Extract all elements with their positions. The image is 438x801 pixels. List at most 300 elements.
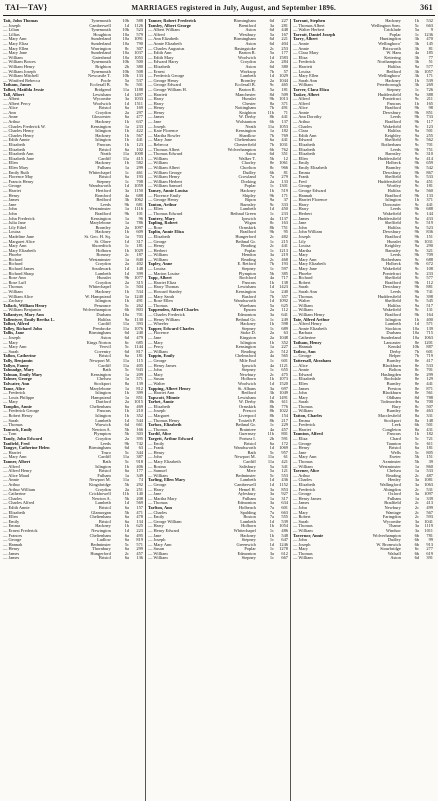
entry-page: 167 (281, 31, 288, 37)
entry-name: — Jane (148, 533, 162, 538)
entry-district: Ludlow (97, 538, 111, 543)
entry-volume: 9a (414, 399, 419, 405)
entry-name: — Emily Ruth (3, 170, 29, 175)
entry-district: Wells (390, 450, 401, 455)
entry-page: 703 (136, 233, 143, 239)
entry-name: — Charles (293, 478, 312, 483)
entry-volume: 5b (124, 495, 129, 501)
entry-district: Faringdon (382, 515, 401, 520)
entry-page: 1246 (279, 541, 288, 547)
entry-name: Tanfield, Fred (3, 441, 30, 446)
entry-volume: 2a (124, 486, 129, 492)
entry-district: Islington (385, 317, 401, 322)
entry-volume: 3a (269, 252, 274, 258)
entry-district: Haslingden (380, 372, 401, 377)
entry-volume: 1b (269, 187, 274, 193)
entry-page: 836 (426, 229, 433, 235)
entry-page: 553 (281, 472, 288, 478)
entry-page: 1520 (279, 380, 288, 386)
entry-page: 37 (283, 197, 288, 203)
entry-district: Fulham (97, 166, 111, 170)
entry-volume: 1c (124, 178, 129, 184)
entry-page: 733 (426, 114, 433, 120)
entry-name: — Mary Ann (293, 455, 317, 460)
entry-name: — Thomas (148, 501, 168, 506)
entry-district: Bethnal Gr. (235, 423, 256, 428)
entry-name: — Mary Ann (148, 542, 172, 547)
entry-name: Tanner, Albert (3, 460, 31, 464)
entry-page: 577 (426, 275, 433, 281)
entry-district: Bromley (240, 78, 256, 83)
entry-district: Hackney (95, 161, 111, 166)
entry-page: 495 (136, 532, 143, 538)
entry-page: 96 (138, 215, 143, 221)
entry-district: Macclesfield (378, 414, 401, 419)
entry-district: Bristol (98, 354, 111, 359)
entry-name: — Rose Luff (3, 280, 27, 285)
entry-volume: 1d (269, 284, 274, 290)
entry-district: Leeds (100, 202, 111, 207)
entry-volume: 9a (414, 187, 419, 193)
entry-district: Exeter (389, 455, 401, 460)
entry-district: Sheffield (384, 276, 401, 281)
entry-name: — Sarah (293, 285, 309, 290)
entry-page: 715 (426, 330, 433, 336)
entry-name: — Zachary (3, 299, 23, 304)
entry-page: 121 (281, 468, 288, 474)
entry-page: 867 (426, 169, 433, 175)
entry-page: 539 (426, 77, 433, 83)
entry-volume: 9b (414, 109, 419, 115)
entry-district: Sheffield (384, 221, 401, 226)
entry-page: 1130 (134, 316, 143, 322)
entry-name: — Mary (293, 395, 308, 400)
entry-page: 229 (281, 422, 288, 428)
entry-volume: 3a (269, 500, 274, 506)
entry-name: — Mary Elizabeth (3, 248, 36, 253)
entry-volume: 2a (124, 436, 129, 442)
entry-page: 701 (426, 142, 433, 148)
entry-volume: 9b (414, 238, 419, 244)
entry-district: Croydon (240, 60, 256, 65)
entry-volume: 8b (269, 224, 274, 230)
entry-page: 219 (281, 252, 288, 258)
entry-volume: 9b (124, 210, 129, 216)
entry-district: Halifax (387, 225, 401, 230)
entry-name: — Rose (148, 225, 163, 230)
entry-district: Ipswich (241, 216, 256, 221)
entry-district: Kendal (388, 345, 401, 350)
entry-name: — Margaret (148, 414, 170, 419)
entry-name: — Charles Augustus (148, 46, 185, 51)
entry-district: Islington (95, 464, 111, 469)
entry-district: Halifax (387, 303, 401, 308)
entry-page: 598 (281, 321, 288, 327)
entry-volume: 10a (122, 54, 129, 60)
entry-volume: 6b (414, 422, 419, 428)
entry-district: Gateshead (92, 55, 111, 60)
entry-page: 385 (281, 270, 288, 276)
entry-name: — Harry (148, 101, 164, 106)
entry-name: — Jane (148, 120, 162, 125)
entry-page: 181 (136, 353, 143, 359)
entry-page: 887 (426, 344, 433, 350)
entry-district: Wolverhampton (227, 147, 256, 152)
entry-district: Newton A. (91, 427, 111, 432)
entry-volume: 6a (269, 440, 274, 446)
entry-district: Brighton (95, 64, 111, 69)
entry-page: 333 (281, 201, 288, 207)
entry-district: Rotherham (381, 143, 401, 148)
entry-name: — Henry James (293, 496, 322, 501)
entry-name: — Annie (293, 368, 309, 373)
entry-name: — Frederick George (3, 409, 40, 414)
entry-district: Islington (95, 391, 111, 396)
entry-page: 448 (281, 27, 288, 33)
entry-page: 1097 (424, 491, 433, 497)
entry-name: — George Henry (148, 198, 179, 203)
entry-district: Bedford (241, 391, 256, 396)
entry-volume: 1b (124, 413, 129, 419)
entry-page: 240 (281, 289, 288, 295)
entry-district: Wellingboro' (378, 74, 401, 79)
entry-page: 478 (136, 514, 143, 520)
entry-name: — Rose Ellen (148, 299, 173, 304)
entry-name: Tanton, Arthur (148, 202, 177, 207)
entry-volume: 5c (414, 436, 419, 442)
entry-volume: 4a (269, 275, 274, 281)
entry-name: — Madeline Jane (3, 234, 34, 239)
entry-name: Tanner, Robert Frederick (148, 19, 197, 23)
entry-district: W. Hampstead (85, 294, 111, 299)
entry-page: 393 (136, 321, 143, 327)
entry-name: — Hannah (3, 542, 23, 547)
entry-volume: 1b (124, 132, 129, 138)
entry-volume: 3b (414, 73, 419, 79)
entry-page: 299 (426, 371, 433, 377)
entry-volume: 9c (414, 307, 419, 313)
entry-name: Tatham, James (3, 83, 32, 88)
entry-page: 165 (426, 100, 433, 106)
entry-volume: 1c (269, 537, 274, 543)
entry-district: Stockton (385, 326, 401, 331)
entry-volume: 8b (269, 403, 274, 409)
entry-volume: 6c (414, 546, 419, 552)
entry-name: — Elizabeth (148, 404, 171, 409)
entry-district: Islington (95, 138, 111, 143)
entry-name: — George (148, 482, 167, 487)
entry-name: — Harriet Florence (293, 198, 328, 203)
entry-district: Barton R. (238, 87, 256, 92)
entry-name: — Mary Ann (293, 257, 317, 262)
entry-district: Rotherham (381, 257, 401, 262)
entry-volume: 5b (269, 155, 274, 161)
entry-page: 611 (426, 440, 433, 446)
entry-page: 1121 (279, 362, 288, 368)
entry-name: — Harriett (148, 92, 168, 97)
entry-volume: 5c (124, 344, 129, 350)
entry-district: Pembroke (93, 326, 111, 331)
entry-name: — Charles (293, 124, 312, 129)
entry-district: Hunslet (97, 276, 111, 281)
entry-district: Salisbury (239, 464, 256, 469)
entry-volume: 1b (414, 316, 419, 322)
entry-volume: 9b (124, 440, 129, 446)
entry-name: — George William (148, 519, 182, 524)
entry-volume: 2c (414, 500, 419, 506)
entry-page: 701 (426, 367, 433, 373)
entry-name: — Annie (293, 110, 309, 115)
entry-name: — Howard Stanley (148, 290, 182, 295)
entry-volume: 1a (414, 468, 419, 474)
entry-volume: 6d (124, 334, 129, 340)
entry-volume: 9c (414, 247, 419, 253)
entry-name: — Mary Ann (3, 37, 27, 42)
entry-volume: 4a (269, 426, 274, 432)
entry-district: Bristol (98, 469, 111, 474)
entry-district: Bradford (384, 313, 401, 317)
entry-volume: 1c (269, 367, 274, 373)
entry-volume: 8d (414, 394, 419, 400)
entry-name: — Ellen (148, 207, 163, 212)
entry-name: — Mary Jane (293, 267, 317, 272)
entry-name: — Robert (293, 280, 311, 285)
entry-district: Chorley (241, 161, 256, 166)
entry-district: Brentford (238, 23, 256, 28)
entry-volume: 1d (269, 206, 274, 212)
entry-volume: 2c (414, 486, 419, 492)
entry-page: 709 (426, 252, 433, 258)
entry-page: 441 (136, 137, 143, 143)
entry-district: Bristol (98, 556, 111, 561)
entry-district: Aston (390, 556, 401, 561)
entry-district: Cricklade (383, 28, 401, 33)
entry-volume: 7b (269, 68, 274, 74)
entry-volume: 8c (124, 45, 129, 51)
entry-page: 144 (426, 210, 433, 216)
entry-district: Bristol (388, 446, 401, 451)
entry-name: — Frederick (293, 487, 316, 492)
entry-volume: 1a (124, 256, 129, 262)
entry-page: 292 (136, 481, 143, 487)
entry-page: 1097 (134, 224, 143, 230)
entry-name: — Albert (3, 97, 20, 102)
entry-district: Stepney (241, 368, 256, 373)
entry-page: 380 (281, 63, 288, 69)
entry-page: 81 (428, 45, 433, 51)
entry-district: Hunslet (242, 97, 256, 102)
entry-name: — William Joseph (3, 69, 36, 74)
entry-name: — Arthur (293, 120, 310, 125)
entry-page: 659 (426, 160, 433, 166)
entry-district: Ecclesall B. (89, 83, 111, 88)
entry-page: 441 (281, 137, 288, 143)
entry-page: 181 (281, 86, 288, 92)
entry-volume: 5b (414, 454, 419, 460)
entry-name: Tarry, Albert (293, 37, 318, 42)
entry-volume: 1d (124, 91, 129, 97)
entry-volume: 2a (124, 399, 129, 405)
entry-name: — James (3, 551, 20, 556)
entry-name: Taunton, Alfred (293, 432, 323, 437)
entry-page: 647 (281, 537, 288, 543)
entry-volume: 9b (269, 229, 274, 235)
entry-volume: 9b (414, 169, 419, 175)
entry-district: Bedford (386, 69, 401, 74)
entry-volume: 9b (124, 201, 129, 207)
entry-name: — George (148, 358, 167, 363)
entry-volume: 1c (269, 238, 274, 244)
entry-volume: 11a (122, 155, 129, 161)
entry-district: Warwick (95, 423, 111, 428)
entry-page: 1423 (279, 284, 288, 290)
entry-page: 115 (136, 357, 143, 363)
entry-district: Houghton (93, 32, 111, 37)
entry-district: Aylesbury (237, 492, 256, 497)
entry-district: Reading (241, 257, 256, 262)
entry-page: 1048 (279, 334, 288, 340)
entry-name: — John (148, 455, 162, 460)
entry-district: Wolverhampton (82, 308, 111, 313)
entry-page: 136 (136, 555, 143, 561)
entry-volume: 10a (122, 312, 129, 317)
entry-name: Talbot, Alfred (3, 322, 30, 327)
entry-volume: 1d (124, 270, 129, 276)
entry-name: — Frank (293, 175, 309, 180)
entry-volume: 5c (124, 367, 129, 373)
entry-district: Lewisham (237, 285, 256, 290)
entry-name: — Emma (293, 170, 310, 175)
entry-district: Hackney (385, 78, 401, 83)
entry-page: 853 (281, 486, 288, 492)
entry-page: 817 (136, 348, 143, 354)
entry-name: — John Frederick (3, 216, 35, 221)
entry-district: Poplar (244, 248, 256, 253)
register-entry (148, 556, 288, 561)
entry-district: Gloucester (91, 115, 111, 120)
entry-page: 532 (426, 19, 433, 23)
entry-volume: 1a (124, 123, 129, 129)
entry-name: — Winifred Rebecca (3, 78, 41, 83)
entry-district: Stockport (383, 418, 401, 423)
entry-volume: 5a (269, 31, 274, 37)
entry-page: 131 (426, 307, 433, 313)
entry-name: — Annie Elizabeth (293, 326, 327, 331)
entry-page: 571 (136, 541, 143, 547)
entry-district: Camberwell (89, 23, 111, 28)
entry-name: — Robert Henry (3, 414, 33, 419)
entry-name: — Tom (3, 432, 17, 437)
entry-volume: 7b (414, 353, 419, 359)
entry-volume: 4a (414, 50, 419, 56)
entry-page: 1015 (134, 399, 143, 405)
entry-district: Brixworth (382, 46, 401, 51)
entry-volume: 9b (414, 206, 419, 212)
entry-district: Warrington (90, 46, 111, 51)
entry-district: Ipswich (241, 363, 256, 368)
entry-name: Tappenden, Alfred Charles (148, 308, 199, 313)
entry-name: — James (293, 216, 310, 221)
entry-district: Hackney (240, 188, 256, 193)
entry-page: 255 (426, 132, 433, 138)
entry-volume: 5c (269, 449, 274, 455)
entry-district: Hungerford (90, 551, 111, 556)
entry-page: 414 (426, 155, 433, 161)
entry-volume: 1d (124, 100, 129, 106)
entry-name: — Annie (293, 46, 309, 51)
entry-name: — Alfred Henry (293, 322, 322, 327)
entry-page: 571 (426, 321, 433, 327)
entry-district: Holbeck (385, 161, 401, 166)
entry-district: Walsall (387, 551, 401, 556)
entry-page: 534 (136, 289, 143, 295)
entry-volume: 2c (414, 509, 419, 515)
entry-volume: 2b (269, 436, 274, 442)
entry-page: 701 (136, 312, 143, 317)
entry-page: 233 (281, 210, 288, 216)
entry-volume: 2a (269, 77, 274, 83)
entry-volume: 1b (414, 19, 419, 23)
entry-name: — George (3, 538, 22, 543)
entry-volume: 8a (124, 380, 129, 386)
entry-page: 1031 (279, 142, 288, 148)
entry-district: Dewsbury (382, 230, 401, 235)
entry-page: 663 (426, 22, 433, 28)
entry-volume: 5b (124, 426, 129, 432)
entry-district: Burnley (386, 358, 401, 363)
entry-name: — Thomas (293, 524, 313, 529)
entry-name: Tangye, Catherine Helen (3, 446, 50, 451)
entry-district: Neath (245, 124, 256, 129)
entry-page: 391 (426, 555, 433, 561)
entry-district: Bath (102, 460, 111, 464)
entry-district: Hackney (95, 120, 111, 125)
entry-district: Sunderland (90, 41, 111, 46)
entry-page: 317 (136, 238, 143, 244)
entry-page: 297 (136, 109, 143, 115)
entry-name: — William George (148, 170, 182, 175)
entry-page: 457 (136, 550, 143, 556)
entry-district: Prescot (242, 409, 256, 414)
entry-volume: 1b (124, 463, 129, 469)
entry-page: 145 (426, 40, 433, 46)
entry-page: 477 (136, 114, 143, 120)
entry-page: 591 (281, 436, 288, 442)
entry-page: 405 (136, 362, 143, 368)
entry-page: 352 (281, 339, 288, 345)
entry-name: — Alfred (3, 464, 20, 469)
entry-district: Northampton (377, 60, 401, 65)
entry-page: 523 (136, 27, 143, 33)
entry-page: 400 (426, 316, 433, 322)
entry-district: Woolwich (92, 101, 111, 106)
entry-name: — Thomas Albert (148, 147, 180, 152)
entry-name: — Edward (293, 138, 313, 143)
entry-page: 415 (136, 155, 143, 161)
entry-name: — Julia Jane (3, 221, 26, 226)
entry-volume: 3b (414, 36, 419, 42)
entry-name: Tarlton, Ann (148, 505, 172, 510)
running-head-left: TAI—TAV} (5, 3, 48, 12)
entry-name: — William (3, 290, 23, 295)
entry-volume: 9c (414, 151, 419, 157)
entry-page: 463 (426, 408, 433, 414)
entry-volume: 3b (414, 40, 419, 46)
entry-name: — Emma (293, 418, 310, 423)
entry-page: 1022 (279, 408, 288, 414)
entry-page: 281 (281, 22, 288, 28)
entry-district: Hackney (95, 230, 111, 235)
